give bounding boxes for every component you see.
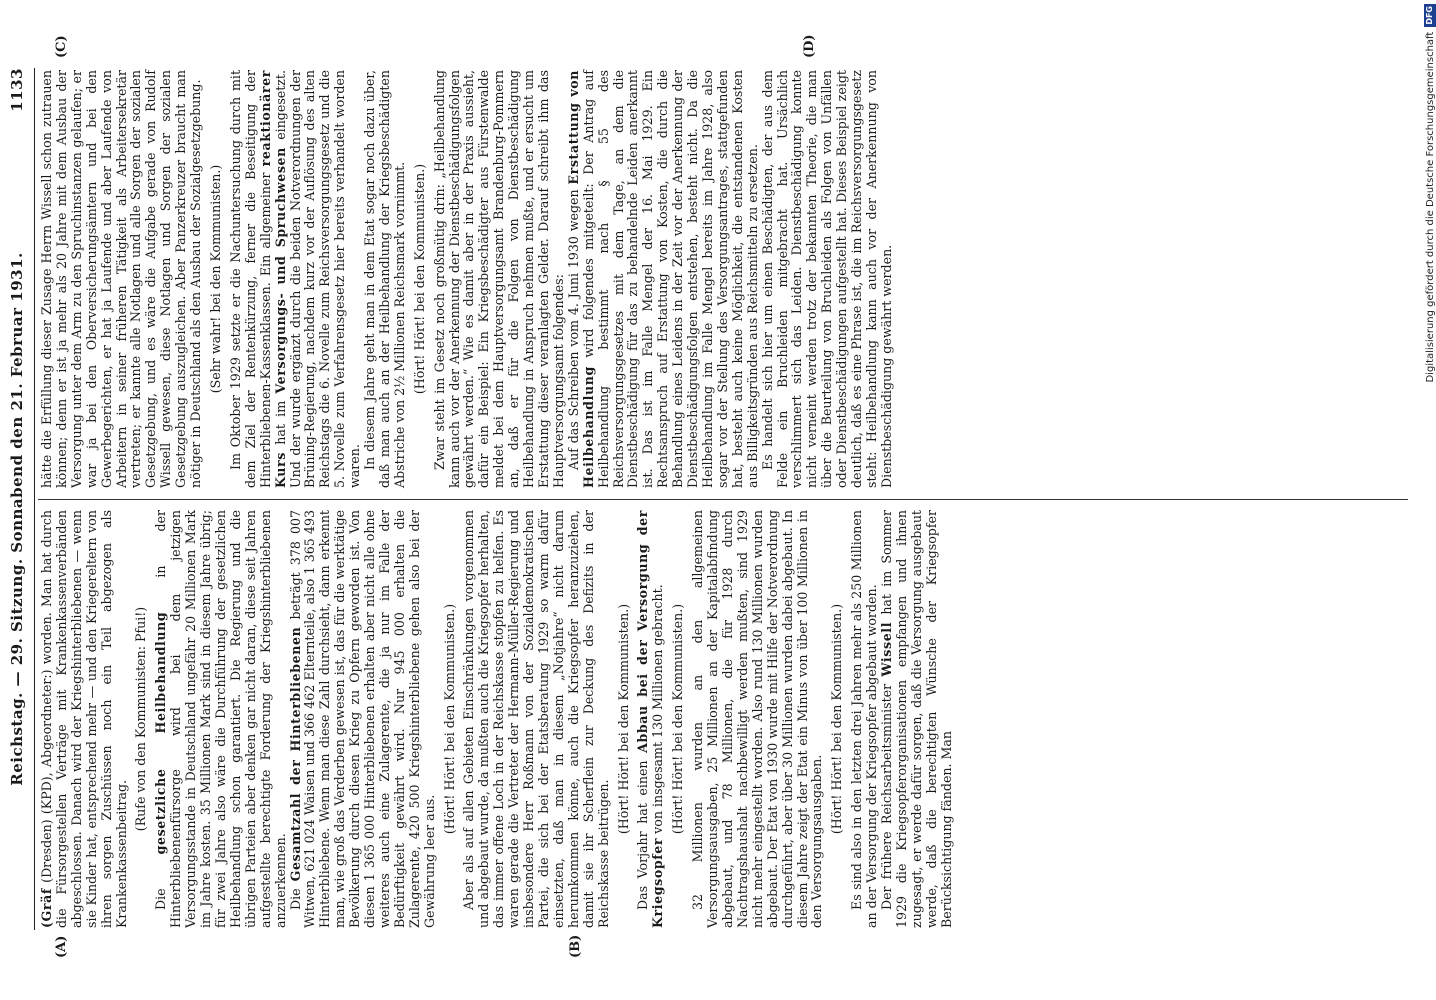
paragraph: Es sind also in den letzten drei Jahren mehr als 250 Millionen an der Versorgung der Kriegsopfer abgebaut worden. <box>849 510 880 928</box>
quoted-letter: Auf das Schreiben vom 4. Juni 1930 wegen Erstattung von Heilbehandlung wird folgendes mitgeteilt: Der Antrag auf Heilbehandlung bestimmt nach § 55 des Reichsversorgungsgesetzes mit dem Tage, an dem die Dienstbeschädigung für das zu behandelnde Leiden anerkannt ist. Das ist im Falle Mengel der 16. Mai 1929. Ein Rechtsanspruch auf Erstattung von Kosten, die durch die Behandlung eines Leidens in der Zeit vor der Anerkennung der Dienstbeschädigungsfolgen entstehen, besteht nicht. Da die Heilbehandlung im Falle Mengel bereits im Jahre 1928, also sogar vor der Stellung des Versorgungsantrages, stattgefunden hat, besteht auch keine Möglichkeit, die entstandenen Kosten aus Billigkeitsgründen aus Reichsmitteln zu ersetzen. <box>565 70 760 488</box>
paragraph: Der frühere Reichsarbeitsminister Wissell hat im Sommer 1929 die Kriegsopferorganisationen empfangen und ihnen zugesagt, er werde dafür sorgen, daß die Versorgung ausgebaut werde, daß die berechtigten Wünsche der Kriegsopfer Berücksichtigung fänden. Man <box>879 510 954 928</box>
paragraph: 32 Millionen wurden an den allgemeinen Versorgungsausgaben, 25 Millionen an der Kapitalabfindung abgebaut, und 78 Millionen, die für 1928 durch Nachtragshaushalt nachbewilligt werden mußten, sind 1929 nicht mehr eingestellt worden. Also rund 130 Millionen wurden abgebaut. Der Etat von 1930 wurde mit Hilfe der Notverordnung durchgeführt, aber über 30 Millionen wurden dabei abgebaut. In diesem Jahre zeigt der Etat ein Minus von über 100 Millionen in den Versorgungsausgaben. <box>690 510 825 928</box>
paragraph: In diesem Jahre geht man in dem Etat sogar noch dazu über, daß man auch an der Heilbehandlung der Kriegsbeschädigten Abstriche von 2½ Millionen Reichsmark vornimmt. <box>362 70 407 488</box>
paragraph: Das Vorjahr hat einen Abbau bei der Versorgung der Kriegsopfer von insgesamt 130 Millionen gebracht. <box>635 510 666 928</box>
emphasis: gesetzliche Heilbehandlung <box>153 611 169 855</box>
emphasis: Erstattung von Heilbehandlung <box>565 70 596 488</box>
paragraph: Aber als auf allen Gebieten Einschränkungen vorgenommen und abgebaut wurde, da mußten auch die Kriegsopfer herhalten, das immer offene Loch in der Reichskasse stopfen zu helfen. Es waren gerade die Vertreter der Hermann-Müller-Regierung und insbesondere Herr Roßmann von der Sozialdemokratischen Partei, die sich bei der Etatsberatung 1929 so warm dafür einsetzten, daß man in diesem „Notjahre“ nicht darum herumkommen könne, auch die Kriegsopfer heranzuziehen, damit sie ihr Scherflein zur Deckung des Defizits in der Reichskasse beitrügen. <box>461 510 611 928</box>
emphasis: Wissell <box>879 621 895 677</box>
speaker-name: (Gräf <box>39 888 54 928</box>
paragraph: Die gesetzliche Heilbehandlung in der Hinterbliebenenfürsorge wird bei dem jetzigen Versorgungsstande in Deutschland ungefähr 20 Millionen Mark im Jahre kosten. 35 Millionen Mark sind in diesem Jahre übrig; für zwei Jahre also wäre die Durchführung der gesetzlichen Heilbehandlung schon garantiert. Die Regierung und die übrigen Parteien aber denken gar nicht daran, diese seit Jahren aufgestellte berechtigte Forderung der Kriegshinterbliebenen anzuerkennen. <box>153 510 288 928</box>
page-number: 1133 <box>8 68 26 112</box>
paragraph: Im Oktober 1929 setzte er die Nachuntersuchung durch mit dem Ziel der Rentenkürzung, ferner die Beseitigung der Hinterbliebenen-Kassenklassen. Ein allgemeiner reaktionärer Kurs hat im Versorgungs- und Spruchwesen eingesetzt. Und der wurde ergänzt durch die beiden Notverordnungen der Brüning-Regierung, nachdem kurz vor der Auflösung des alten Reichstags die 6. Novelle zum Reichsversorgungsgesetz und die 5. Novelle zum Verfahrensgesetz hier bereits verhandelt worden waren. <box>227 70 363 488</box>
paragraph: Die Gesamtzahl der Hinterbliebenen beträgt 378 007 Witwen, 621 024 Waisen und 366 462 Elternteile, also 1 365 493 Hinterbliebene. Wenn man diese Zahl durchsieht, dann erkennt man, wie groß das Verderben gewesen ist, das für die werktätige Bevölkerung durch diesen Krieg zu Opfern geworden ist. Von diesen 1 365 000 Hinterbliebenen erhalten aber nicht alle ohne weiteres auch eine Zulagerente, die ja nur im Falle der Bedürftigkeit gewährt wird. Nur 945 000 erhalten die Zulagerente, 420 500 Kriegshinterbliebene gehen also bei der Gewährung leer aus. <box>287 510 437 928</box>
right-column <box>40 70 895 488</box>
interjection: (Hört! Hört! bei den Kommunisten.) <box>829 603 845 835</box>
running-head: Reichstag. — 29. Sitzung. Sonnabend den 21. Februar 1931. <box>8 252 26 786</box>
interjection: (Hört! Hört! bei den Kommunisten.) <box>441 603 457 835</box>
paragraph: Es handelt sich hier um einen Beschädigten, der aus dem Felde ein Bruchleiden mitgebracht hat. Ursächlich verschlimmert sich das Leiden. Dienstbeschädigung konnte nicht verneint werden trotz der bekannten Theorie, die man über die Beurteilung von Bruchleiden als Folgen von Unfällen oder Dienstbeschädigungen aufgestellt hat. Dieses Beispiel zeigt deutlich, daß es eine Phrase ist, die im Reichsversorgungsgesetz steht: Heilbehandlung kann auch vor der Anerkennung von Dienstbeschädigung gewährt werden. <box>759 70 894 488</box>
interjection: (Rufe von den Kommunisten: Pfui!) <box>133 606 149 832</box>
digitization-credit <box>1424 4 1436 996</box>
dfg-logo-icon: DFG <box>1425 6 1434 25</box>
interjection: (Hört! Hört! bei den Kommunisten.) <box>411 163 427 395</box>
emphasis: Abbau bei der Versorgung der Kriegsopfer <box>635 510 666 928</box>
interjection: (Sehr wahr! bei den Kommunisten.) <box>207 164 223 394</box>
margin-marker-b: (B) <box>568 934 583 958</box>
header-rule <box>34 68 35 930</box>
emphasis: reaktionärer Kurs <box>257 70 288 488</box>
interjection: (Hört! Hört! bei den Kommunisten.) <box>615 603 631 835</box>
margin-marker-c: (C) <box>54 35 69 58</box>
paragraph: Zwar steht im Gesetz noch großmütig drin: „Heilbehandlung kann auch vor der Anerkennung der Dienstbeschädigungsfolgen gewährt werden.“ Wie es damit aber in der Praxis aussieht, dafür ein Beispiel: Ein Kriegsbeschädigter aus Fürstenwalde meldet bei dem Hauptversorgungsamt Brandenburg-Pommern an, daß er für die Folgen von Dienstbeschädigung Heilbehandlung in Anspruch nehmen mußte, und er ersucht um Erstattung dieser veranlagten Gelder. Darauf schreibt ihm das Hauptversorgungsamt folgendes: <box>431 70 566 488</box>
emphasis: Versorgungs- und Spruchwesen <box>272 147 288 394</box>
page-header <box>8 68 34 930</box>
column-divider <box>38 499 1408 500</box>
interjection: (Hört! Hört! bei den Kommunisten.) <box>670 603 686 835</box>
margin-marker-d: (D) <box>802 34 817 58</box>
margin-marker-a: (A) <box>54 935 69 958</box>
paragraph: (Gräf (Dresden) (KPD), Abgeordneter:) worden. Man hat durch die Fürsorgestellen Verträge mit Krankenkassenverbänden abgeschlossen. Danach wird der Kriegshinterbliebenen — wenn sie Kinder hat, entsprechend mehr — und den Kriegereltern von ihren sorgen Zuschüssen noch ein Teil abgezogen als Krankenkassenbeitrag. <box>39 510 129 928</box>
credit-text: Digitalisierung gefördert durch die Deutsche Forschungsgemeinschaft <box>1424 31 1436 383</box>
emphasis: Gesamtzahl der Hinterbliebenen <box>287 626 303 882</box>
left-column <box>40 510 955 928</box>
paragraph: hätte die Erfüllung dieser Zusage Herrn Wissell schon zutrauen können; denn er ist ja mehr als 20 Jahre mit dem Ausbau der Versorgung unter dem Arm zu den Spruchinstanzen gelaufen; er war ja bei den Oberversicherungsämtern und bei den Gewerbegerichten, er hat ja Laufende und aber Laufende von Arbeitern in seiner früheren Tätigkeit als Arbeitersekretär vertreten; er kannte alle Notlagen und alle Sorgen der sozialen Gesetzgebung, und es wäre die Aufgabe gerade von Rudolf Wissell gewesen, diese Notlagen und Sorgen der sozialen Gesetzgebung auszugleichen. Aber Panzerkreuzer braucht man nötiger in Deutschland als den Ausbau der Sozialgesetzgebung. <box>39 70 204 488</box>
